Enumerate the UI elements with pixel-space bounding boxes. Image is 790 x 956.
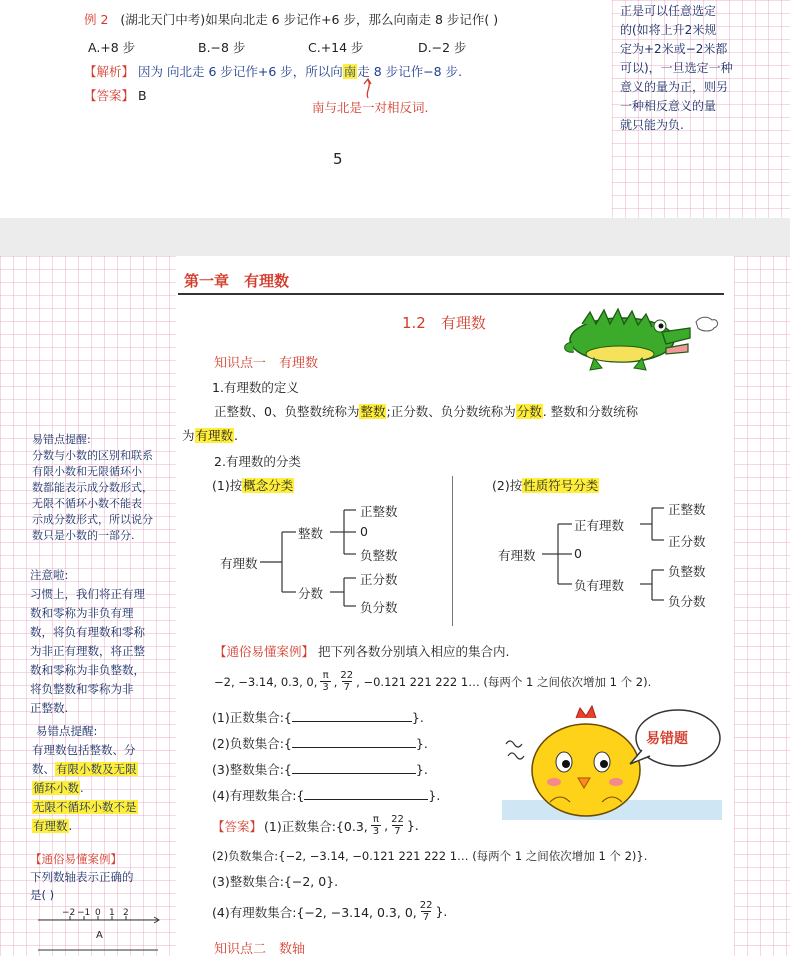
note-title: 易错点提醒:: [36, 724, 98, 738]
note-error-1: [32, 432, 153, 544]
example-question: 如果向北走 6 步记作+6 步，那么向南走 8 步记作( ): [205, 12, 499, 27]
def-heading: 1.有理数的定义: [212, 380, 299, 395]
def-highlight: 整数: [360, 404, 386, 419]
top-note-line: 一种相反意义的量: [620, 99, 717, 113]
answer-value: B: [138, 88, 147, 103]
fraction-numerator: 22: [419, 900, 433, 911]
note-line: [32, 798, 138, 817]
answer-text: }.: [435, 904, 448, 919]
def-line-2: [182, 426, 238, 444]
classification-divider: [452, 476, 453, 626]
fraction-pi-over-3: [320, 670, 330, 693]
example-question-line: [84, 10, 498, 28]
left-case-label: 【通俗易懂案例】: [30, 852, 122, 866]
class-heading: 2.有理数的分类: [214, 454, 301, 469]
set-close: }.: [428, 788, 441, 803]
note-line: 数和零称为非负整数，: [30, 663, 145, 677]
def-highlight: 分数: [516, 404, 542, 419]
answer-2: (2)负数集合:{−2, −3.14, −0.121 221 222 1… (每两个 1 之间依次增加 1 个 2)}.: [212, 849, 648, 863]
set-integer: [212, 760, 428, 778]
def-line-1: [214, 402, 638, 420]
top-note-lines: [620, 2, 733, 135]
example-label: 例 2: [84, 12, 109, 27]
note-highlight: 循环小数: [33, 781, 79, 795]
tree2-zero: 0: [574, 546, 582, 561]
set-label: (1)正数集合:{: [212, 710, 292, 725]
tree2-neg-rat: 负有理数: [574, 578, 625, 593]
note-highlight: 无限不循环小数不是: [33, 800, 137, 814]
set-label: (4)有理数集合:{: [212, 788, 305, 803]
tree1-neg-int: 负整数: [360, 548, 398, 563]
axis-tick-label: 0: [95, 908, 101, 918]
top-note-line: 的(如将上升2米规: [620, 23, 717, 37]
case-line: [214, 642, 510, 660]
axis-tick-label: 1: [109, 908, 115, 918]
tree2-pos-frac: 正分数: [668, 534, 706, 549]
axis-tick-label: −2: [62, 908, 76, 918]
chick-icon: [492, 704, 732, 824]
tree1-integer: 整数: [298, 526, 324, 541]
analysis-label: 【解析】: [84, 64, 135, 79]
set-blank[interactable]: [304, 799, 428, 800]
def-highlight: 有理数: [195, 428, 234, 443]
top-note-line: 意义的量为正，则另: [620, 80, 729, 94]
fraction-denominator: 3: [322, 682, 329, 693]
kp1-title: 知识点一 有理数: [214, 356, 319, 371]
fraction-numerator: 22: [391, 814, 404, 825]
set-negative: [212, 734, 428, 752]
case-numbers: −2, −3.14, 0.3, 0, $\frac{\pi}{3}$ , $\frac{22}{7}$ , −0.121 221 222 1… (每两个 1 之间依次增加 1 个 2).: [214, 670, 652, 693]
set-blank[interactable]: [292, 721, 412, 722]
note-line: 分数与小数的区别和联系: [32, 449, 153, 462]
set-close: }.: [411, 710, 424, 725]
answer-text: (1)正数集合:{0.3,: [264, 818, 368, 834]
set-blank[interactable]: [292, 747, 416, 748]
answer-text: (4)有理数集合:{−2, −3.14, 0.3, 0,: [212, 904, 417, 920]
tree1-neg-frac: 负分数: [360, 600, 398, 615]
fraction-denominator: 7: [422, 912, 430, 923]
note-fragment: .: [68, 819, 73, 833]
top-note-line: 定为+2米或−2米都: [620, 42, 728, 56]
tree2-neg-frac: 负分数: [668, 594, 706, 609]
set-label: (3)整数集合:{: [212, 762, 292, 777]
answer-line: [84, 86, 147, 104]
fraction-22-over-7: [420, 900, 433, 923]
fraction-pi-over-3: [371, 814, 381, 837]
left-case-line: 下列数轴表示正确的: [30, 870, 134, 884]
tree1-root: 有理数: [220, 556, 258, 571]
annotation-text: 南与北是一对相反词.: [312, 100, 429, 115]
axis-tick-label: −1: [77, 908, 91, 918]
option-b: B.−8 步: [198, 40, 246, 55]
kp2-title: 知识点二 数轴: [214, 942, 306, 956]
note-line: [32, 760, 138, 779]
set-close: }.: [415, 736, 428, 751]
fraction-denominator: 7: [394, 826, 401, 837]
option-d: D.−2 步: [418, 40, 467, 55]
fraction-denominator: 3: [372, 826, 380, 837]
fraction-denominator: 7: [343, 682, 350, 693]
note-line: 有理数包括整数、分: [32, 743, 136, 757]
note-title: 易错点提醒:: [32, 433, 91, 446]
note-line: 数只是小数的一部分.: [32, 529, 135, 542]
top-page: [0, 0, 612, 218]
analysis-line: [84, 62, 462, 80]
option-c: C.+14 步: [308, 40, 364, 55]
tree1-fraction: 分数: [298, 586, 324, 601]
note-line: 习惯上，我们将正有理: [30, 587, 145, 601]
note-fragment: .: [80, 781, 84, 795]
def-fragment: . 整数和分数统称: [542, 404, 639, 419]
number-fragment: −2, −3.14, 0.3, 0,: [214, 674, 318, 689]
note-line: 正整数.: [30, 701, 69, 715]
crocodile-icon: [562, 294, 722, 374]
axis-tick-label: 2: [123, 908, 129, 918]
note-line: 将负整数和零称为非: [30, 682, 134, 696]
left-case: [30, 850, 134, 904]
option-a: A.+8 步: [88, 40, 136, 55]
case-prompt: 把下列各数分别填入相应的集合内.: [318, 644, 510, 659]
axis-option-label: A: [96, 930, 103, 941]
fraction-22-over-7: [340, 670, 353, 693]
fraction-numerator: 22: [340, 670, 354, 681]
note-line: [32, 817, 138, 836]
set-close: }.: [415, 762, 428, 777]
top-note-line: 正是可以任意选定: [620, 4, 717, 18]
top-side-note: [612, 0, 790, 218]
left-side-notes: [0, 256, 176, 956]
heading-fragment: (1)按: [212, 478, 243, 493]
heading-fragment: (2)按: [492, 478, 523, 493]
chapter-title: 第一章 有理数: [184, 272, 290, 290]
heading-highlight: 性质符号分类: [523, 478, 599, 493]
answer-label: 【答案】: [212, 818, 263, 834]
answer-text: }.: [406, 818, 419, 833]
heading-highlight: 概念分类: [243, 478, 294, 493]
tree2-neg-int: 负整数: [668, 564, 706, 579]
def-fragment: ;正分数、负分数统称为: [386, 404, 516, 419]
top-note-line: 可以)，一旦选定一种: [620, 61, 733, 75]
note-line: 数，将负有理数和零称: [30, 625, 145, 639]
right-margin-grid: [734, 256, 790, 956]
number-axis-a: [34, 906, 164, 956]
left-case-line: 是( ): [30, 888, 55, 902]
answer-4: [212, 900, 447, 923]
case-label: 【通俗易懂案例】: [214, 644, 315, 659]
note-highlight: 有理数: [33, 819, 68, 833]
answer-label: 【答案】: [84, 88, 135, 103]
set-blank[interactable]: [292, 773, 416, 774]
fraction-numerator: π: [322, 670, 329, 681]
analysis-before: 因为 向北走 6 步记作+6 步，所以向: [138, 64, 343, 79]
note-line: 无限不循环小数不能表: [32, 497, 142, 510]
analysis-highlight: 南: [343, 64, 357, 79]
note-line: 数都能表示成分数形式，: [32, 481, 153, 494]
tree2-pos-int: 正整数: [668, 502, 706, 517]
page-gap: [0, 218, 790, 256]
note-line: 为非正有理数，将正整: [30, 644, 145, 658]
set-rational: [212, 786, 440, 804]
def-fragment: .: [234, 428, 239, 443]
section-title: 1.2 有理数: [402, 314, 486, 332]
note-line: 数和零称为非负有理: [30, 606, 134, 620]
note-line: [32, 779, 138, 798]
analysis-after: 走 8 步记作−8 步.: [357, 64, 463, 79]
note-attention: [30, 566, 145, 718]
example-source: (湖北天门中考): [120, 12, 206, 27]
number-fragment: , −0.121 221 222 1… (每两个 1 之间依次增加 1 个 2).: [356, 674, 652, 689]
fraction-22-over-7: [391, 814, 404, 837]
note-title: 注意啦:: [30, 568, 69, 582]
note-highlight: 有限小数及无限: [56, 762, 137, 776]
set-positive: [212, 708, 424, 726]
answer-3: (3)整数集合:{−2, 0}.: [212, 874, 339, 889]
note-error-2: [32, 722, 138, 836]
main-content: [176, 256, 734, 956]
fraction-numerator: π: [372, 814, 379, 825]
tree2-root: 有理数: [498, 548, 536, 563]
def-fragment: 正整数、0、负整数统称为: [214, 404, 360, 419]
note-fragment: 数、: [32, 762, 55, 776]
note-line: 有限小数和无限循环小: [32, 465, 142, 478]
tree1-zero: 0: [360, 524, 368, 539]
error-bubble-text: 易错题: [646, 731, 688, 747]
set-label: (2)负数集合:{: [212, 736, 292, 751]
tree2-pos-rat: 正有理数: [574, 518, 625, 533]
note-line: 示成分数形式，所以说分: [32, 513, 153, 526]
tree1-pos-frac: 正分数: [360, 572, 398, 587]
page-number: 5: [333, 150, 343, 168]
tree1-pos-int: 正整数: [360, 504, 398, 519]
top-note-line: 就只能为负.: [620, 118, 684, 132]
answer-1: 【答案】 (1)正数集合:{0.3, $\frac{\pi}{3}$ , $\frac{22}{7}$ }.: [212, 814, 419, 837]
def-fragment: 为: [182, 428, 195, 443]
annotation-arrow: [358, 78, 378, 100]
